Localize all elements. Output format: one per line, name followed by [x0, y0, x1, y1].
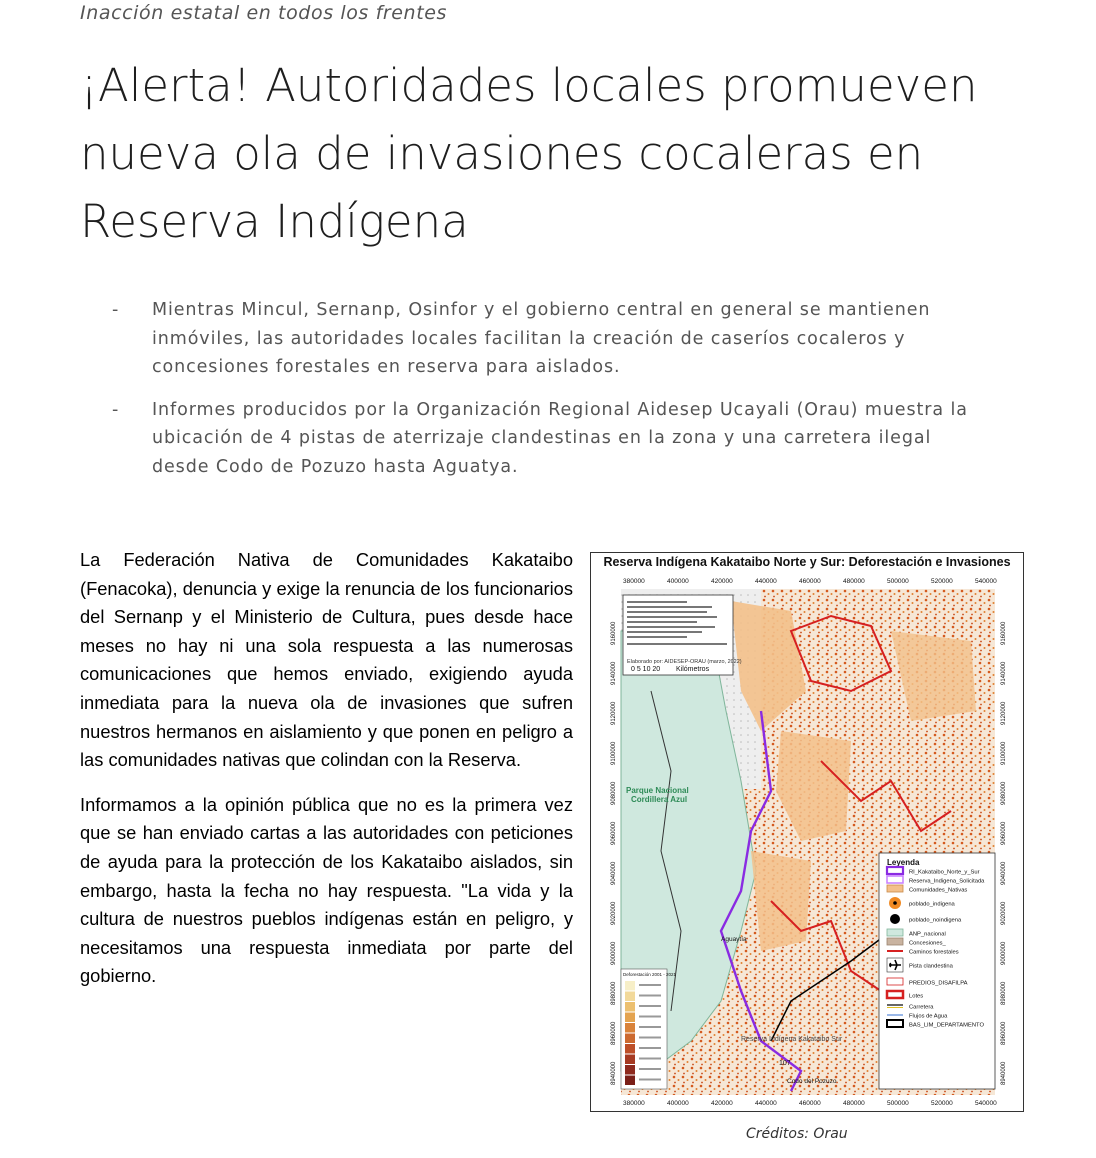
ramp-swatch: [625, 1002, 635, 1012]
x-tick-label: 420000: [711, 1100, 733, 1107]
ramp-swatch: [625, 1034, 635, 1044]
park-label: Cordillera Azul: [631, 795, 688, 804]
y-tick-label: 9140000: [611, 661, 617, 685]
y-tick-label: 9060000: [611, 821, 617, 845]
x-tick-label: 500000: [887, 578, 909, 585]
community-area: [751, 851, 811, 951]
legend-title: Leyenda: [887, 858, 920, 867]
park-label: Parque Nacional: [626, 786, 689, 795]
ramp-label-line: [639, 1068, 661, 1070]
bullet-dash: -: [112, 399, 120, 420]
legend-swatch: [887, 867, 903, 874]
x-tick-label: 480000: [843, 1100, 865, 1107]
y-tick-label: 9160000: [1001, 621, 1007, 645]
legend-swatch: [890, 914, 900, 924]
ramp-label-line: [639, 1079, 661, 1081]
ramp-label-line: [639, 995, 661, 997]
ramp-swatch: [625, 1065, 635, 1075]
town-label: Codo del Pozuzo: [787, 1078, 837, 1085]
x-tick-label: 380000: [623, 1100, 645, 1107]
legend-label: Comunidades_Nativas: [909, 887, 968, 894]
legend-label: poblado_indigena: [909, 901, 955, 908]
x-tick-label: 460000: [799, 1100, 821, 1107]
x-tick-label: 440000: [755, 578, 777, 585]
y-axis-right: [1001, 621, 1007, 1085]
y-tick-label: 9020000: [611, 901, 617, 925]
y-tick-label: 9000000: [611, 941, 617, 965]
y-tick-label: 9040000: [611, 861, 617, 885]
legend-label: Pista clandestina: [909, 963, 953, 970]
bullet-text: Informes producidos por la Organización Regional Aidesep Ucayali (Orau) muestra la ubicación de 4 pistas de aterrizaje clandestinas en la zona y una carretera ilegal desde Codo de Pozuzo hasta Aguatya.: [152, 399, 968, 477]
legend-label: Lotes: [909, 993, 924, 1000]
article-body: [80, 546, 573, 1007]
legend-label: Carretera: [909, 1004, 934, 1011]
x-tick-label: 380000: [623, 578, 645, 585]
ramp-label-line: [639, 1016, 661, 1018]
legend-label: Reserva_Indigena_Solicitada: [909, 878, 985, 885]
summary-bullet: [112, 296, 992, 382]
legend-swatch: [887, 1020, 903, 1027]
x-tick-label: 540000: [975, 1100, 997, 1107]
legend-label: Flujos de Agua: [909, 1013, 948, 1020]
x-tick-label: 440000: [755, 1100, 777, 1107]
summary-bullet: [112, 396, 992, 482]
x-tick-label: 500000: [887, 1100, 909, 1107]
map-title: Reserva Indígena Kakataibo Norte y Sur: Deforestación e Invasiones: [603, 555, 1011, 569]
y-tick-label: 9100000: [611, 741, 617, 765]
article-title: ¡Alerta! Autoridades locales promueven nueva ola de invasiones cocaleras en Reserva Indígena: [80, 59, 978, 248]
legend-label: RI_Kakataibo_Norte_y_Sur: [909, 869, 980, 876]
legend-swatch: [893, 901, 897, 905]
x-tick-label: 540000: [975, 578, 997, 585]
map-figure: [590, 552, 1024, 1112]
bullet-dash: -: [112, 300, 120, 320]
ramp-swatch: [625, 981, 635, 991]
deforestation-legend-title: Deforestación 2001 - 2021: [623, 972, 677, 977]
ramp-label-line: [639, 1037, 661, 1039]
ramp-swatch: [625, 1055, 635, 1065]
road-code: 107: [779, 1060, 791, 1067]
y-tick-label: 9100000: [1001, 741, 1007, 765]
ramp-label-line: [639, 1047, 661, 1049]
ramp-label-line: [639, 984, 661, 986]
y-tick-label: 9120000: [611, 701, 617, 725]
y-tick-label: 9120000: [1001, 701, 1007, 725]
legend-label: PREDIOS_DISAFILPA: [909, 980, 968, 987]
y-tick-label: 9080000: [611, 781, 617, 805]
ramp-swatch: [625, 1044, 635, 1054]
town-label: Aguaytía: [721, 936, 747, 943]
legend-swatch: [887, 885, 903, 892]
map-elaborado: Elaborado por: AIDESEP-ORAU (marzo, 2022): [627, 659, 742, 665]
legend-label: Caminos forestales: [909, 949, 959, 956]
y-tick-label: 9020000: [1001, 901, 1007, 925]
x-tick-label: 460000: [799, 578, 821, 585]
legend-swatch: [887, 876, 903, 883]
y-tick-label: 8960000: [611, 1021, 617, 1045]
summary-bullets: [112, 296, 992, 495]
scale-bar-labels: 0 5 10 20: [631, 666, 661, 673]
reserve-label: Reserva Indígena Kakataibo Sur: [741, 1036, 843, 1043]
x-axis-bottom: [623, 1100, 997, 1107]
x-axis-top: [623, 578, 997, 585]
y-tick-label: 8940000: [1001, 1061, 1007, 1085]
legend-swatch: [887, 938, 903, 945]
x-tick-label: 400000: [667, 1100, 689, 1107]
x-tick-label: 480000: [843, 578, 865, 585]
scale-bar-unit: Kilómetros: [676, 666, 710, 673]
legend-swatch: [887, 929, 903, 936]
y-tick-label: 9160000: [611, 621, 617, 645]
y-tick-label: 9060000: [1001, 821, 1007, 845]
ramp-label-line: [639, 1058, 661, 1060]
ramp-swatch: [625, 1023, 635, 1033]
y-tick-label: 8980000: [1001, 981, 1007, 1005]
legend-swatch: [887, 978, 903, 985]
legend-label: BAS_LIM_DEPARTAMENTO: [909, 1022, 984, 1029]
x-tick-label: 400000: [667, 578, 689, 585]
ramp-swatch: [625, 992, 635, 1002]
x-tick-label: 520000: [931, 578, 953, 585]
bullet-text: Mientras Mincul, Sernanp, Osinfor y el gobierno central en general se mantienen inmóviles, las autoridades locales facilitan la creación de caseríos cocaleros y concesiones forestales en reserva para aislados.: [152, 300, 931, 377]
legend-swatch: [887, 991, 903, 998]
y-tick-label: 9040000: [1001, 861, 1007, 885]
y-tick-label: 8960000: [1001, 1021, 1007, 1045]
y-axis-left: [611, 621, 617, 1085]
y-tick-label: 9080000: [1001, 781, 1007, 805]
ramp-label-line: [639, 1005, 661, 1007]
y-tick-label: 8980000: [611, 981, 617, 1005]
y-tick-label: 9000000: [1001, 941, 1007, 965]
legend-label: Concesiones_: [909, 940, 946, 947]
y-tick-label: 8940000: [611, 1061, 617, 1085]
legend-label: poblado_noindigena: [909, 917, 962, 924]
body-paragraph: La Federación Nativa de Comunidades Kakataibo (Fenacoka), denuncia y exige la renuncia de los funcionarios del Sernanp y el Ministerio de Cultura, pues desde hace meses no hay ni una sola respuesta a las numerosas comunicaciones que hemos enviado, exigiendo ayuda inmediata para la nueva ola de invasiones que sufren nuestros hermanos en aislamiento y que ponen en peligro a las comunidades nativas que colindan con la Reserva.: [80, 549, 573, 771]
image-caption: Créditos: Orau: [746, 1126, 848, 1142]
legend-label: ANP_nacional: [909, 931, 946, 938]
body-paragraph: Informamos a la opinión pública que no es la primera vez que se han enviado cartas a las autoridades con peticiones de ayuda para la protección de los Kakataibo aislados, sin embargo, hasta la fecha no hay respuesta. "La vida y la cultura de nuestros pueblos indígenas están en peligro, y necesitamos una respuesta inmediata por parte del gobierno.: [80, 793, 573, 987]
ramp-label-line: [639, 1026, 661, 1028]
article-kicker: Inacción estatal en todos los frentes: [80, 2, 448, 24]
y-tick-label: 9140000: [1001, 661, 1007, 685]
x-tick-label: 520000: [931, 1100, 953, 1107]
ramp-swatch: [625, 1013, 635, 1023]
ramp-swatch: [625, 1076, 635, 1086]
map-image: [591, 571, 1022, 1111]
x-tick-label: 420000: [711, 578, 733, 585]
